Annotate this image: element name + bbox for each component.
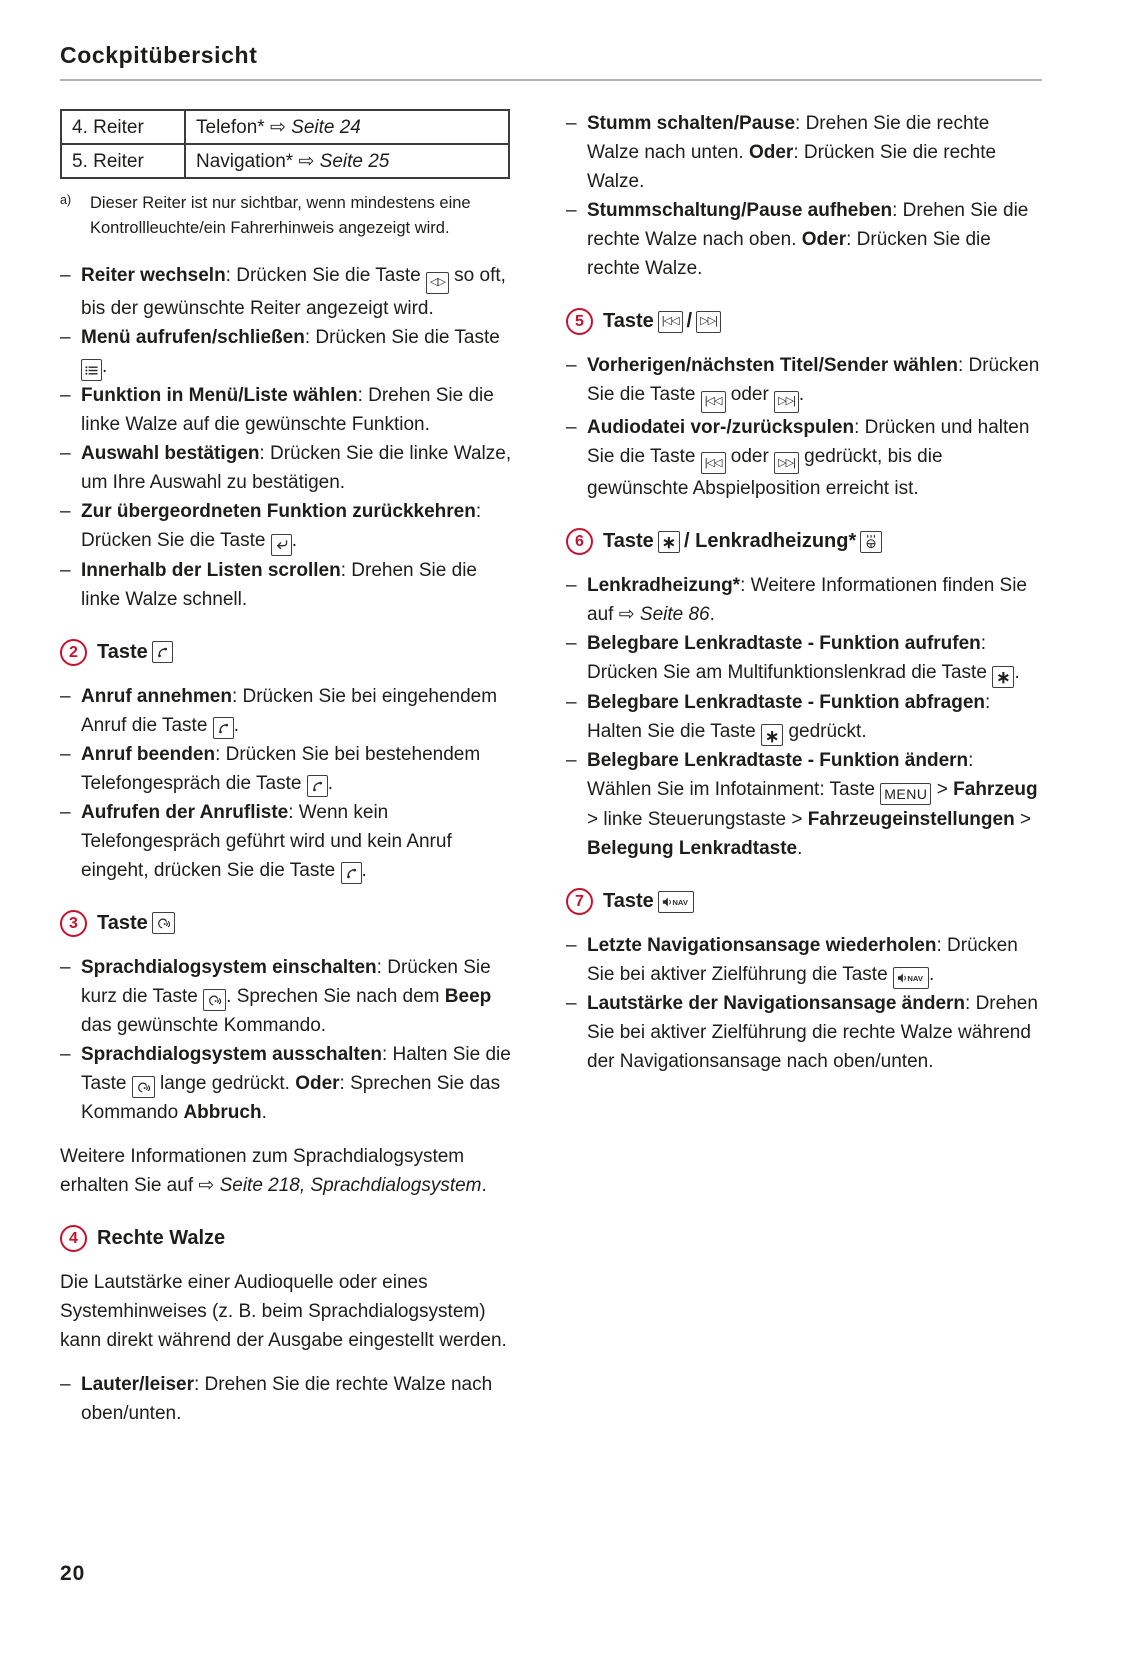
text-run: : Wählen Sie im Infotainment: Taste xyxy=(587,750,974,800)
list-item xyxy=(566,931,1042,989)
footnote-marker: a) xyxy=(60,193,72,207)
list-item xyxy=(566,196,1042,283)
bullet-list xyxy=(60,953,512,1127)
asterisk-key-icon: ∗ xyxy=(761,724,783,746)
list-item xyxy=(60,556,512,614)
paragraph xyxy=(60,1268,512,1355)
text-run: . xyxy=(261,1101,267,1123)
text-run: : Halten Sie die Taste xyxy=(81,1043,511,1094)
text-run: Taste xyxy=(97,911,148,934)
text-run: gedrückt, bis die gewünschte Abspielposition erreicht ist. xyxy=(587,445,943,499)
text-run: . xyxy=(233,714,239,736)
text-run: Lautstärke der Navigationsansage ändern xyxy=(587,993,966,1014)
text-run: : Drücken und halten Sie die Taste xyxy=(587,416,1030,467)
text-run: Taste xyxy=(603,890,654,912)
text-run: Sprachdialogsystem einschalten xyxy=(81,956,377,978)
text-run: . xyxy=(1014,662,1020,683)
text-run: Funktion in Menü/Liste wählen xyxy=(81,385,358,406)
text-run: Reiter wechseln xyxy=(81,265,226,286)
tab-switch-icon: ◁▷ xyxy=(426,272,449,294)
text-run: Letzte Navigationsansage wiederholen xyxy=(587,935,937,956)
heading-text xyxy=(603,887,694,916)
list-item xyxy=(60,682,512,740)
paragraph xyxy=(60,1142,512,1200)
numbered-heading xyxy=(60,909,512,938)
two-column-body xyxy=(60,109,1082,1428)
item-number-badge: 7 xyxy=(566,888,593,915)
text-run: : Drehen Sie die rechte Walze nach oben. xyxy=(587,200,1029,250)
text-run: / xyxy=(686,310,693,332)
text-run: gedrückt. xyxy=(783,720,867,742)
text-run: Lauter/leiser xyxy=(81,1373,194,1395)
text-run: : Drehen Sie bei aktiver Zielführung die rechte Walze während der Navigationsansage nach oben/unten. xyxy=(587,993,1038,1072)
phone-icon xyxy=(213,717,234,739)
text-run: Fahrzeugeinstellungen xyxy=(807,809,1015,830)
table-cell: 4. Reiter xyxy=(61,110,185,144)
bullet-list xyxy=(60,261,512,614)
list-item xyxy=(60,261,512,323)
list-item xyxy=(60,798,512,885)
text-run: : Drehen Sie die linke Walze schnell. xyxy=(81,559,477,610)
list-item xyxy=(60,323,512,382)
bullet-list xyxy=(566,571,1042,863)
heading-text xyxy=(603,307,721,336)
list-item xyxy=(566,109,1042,196)
text-run: Zur übergeordneten Funktion zurückkehren xyxy=(81,501,476,522)
steering-wheel-heat-icon xyxy=(860,531,882,553)
table-row xyxy=(61,110,509,144)
text-run: Menü aufrufen/schließen xyxy=(81,326,305,348)
text-run: : Drücken Sie am Multifunktionslenkrad die Taste xyxy=(587,633,993,683)
page-reference xyxy=(270,117,361,138)
heading-text xyxy=(603,527,882,556)
numbered-heading xyxy=(60,638,512,667)
numbered-heading xyxy=(566,887,1042,916)
list-item xyxy=(60,381,512,439)
reference-text: Seite 25 xyxy=(319,150,390,172)
voice-icon xyxy=(203,989,226,1011)
footnote-text: Dieser Reiter ist nur sichtbar, wenn mindestens eine Kontrollleuchte/ein Fahrerhinweis angezeigt wird. xyxy=(90,194,471,237)
text-run: / Lenkradheizung* xyxy=(684,530,857,552)
table-cell xyxy=(185,110,509,144)
text-run: so oft, bis der gewünschte Reiter angezeigt wird. xyxy=(81,265,506,319)
text-run: das gewünschte Kommando. xyxy=(81,1014,327,1036)
nav-announcement-icon xyxy=(893,967,929,989)
list-item xyxy=(566,989,1042,1076)
text-run: : Drücken Sie bei eingehendem Anruf die Taste xyxy=(81,685,498,736)
nav-announcement-icon xyxy=(658,891,694,913)
reference-arrow-icon: ⇨ xyxy=(298,150,320,172)
asterisk-key-icon: ∗ xyxy=(992,666,1014,688)
svg-text:NAV: NAV xyxy=(672,897,688,907)
text-run: . xyxy=(797,838,803,859)
list-item xyxy=(566,351,1042,413)
list-item xyxy=(60,1370,512,1428)
page-title: Cockpitübersicht xyxy=(60,42,258,68)
text-run: oder xyxy=(725,384,775,405)
prev-track-icon: |◁◁ xyxy=(658,311,683,333)
list-item xyxy=(566,413,1042,504)
text-run: Sprachdialogsystem ausschalten xyxy=(81,1043,382,1065)
text-run: oder xyxy=(725,445,775,467)
text-run: Aufrufen der Anrufliste xyxy=(81,801,289,823)
heading-text xyxy=(97,909,175,938)
text-run: : Drücken Sie die Taste xyxy=(225,265,426,286)
reference-arrow-icon: ⇨ xyxy=(618,604,640,625)
list-item xyxy=(60,740,512,798)
text-run: : Weitere Informationen finden Sie auf xyxy=(587,575,1027,625)
list-item xyxy=(60,497,512,556)
text-run: . xyxy=(327,772,333,794)
reiter-table xyxy=(60,109,510,179)
table-cell xyxy=(185,144,509,178)
page-reference xyxy=(298,151,389,172)
text-run: Die Lautstärke einer Audioquelle oder eines Systemhinweises (z. B. beim Sprachdialogsystem) kann direkt während der Ausgabe eingestellt werden. xyxy=(60,1271,507,1351)
reference-text: Seite 218, Sprachdialogsystem xyxy=(219,1174,482,1196)
text-run: Belegung Lenkradtaste xyxy=(587,838,798,859)
phone-icon xyxy=(152,641,173,663)
text-run: Oder xyxy=(295,1072,340,1094)
numbered-heading xyxy=(60,1224,512,1253)
text-run: Belegbare Lenkradtaste - Funktion ändern xyxy=(587,750,969,771)
list-item xyxy=(566,746,1042,863)
text-run: Rechte Walze xyxy=(97,1226,226,1249)
bullet-list xyxy=(566,931,1042,1076)
text-run: > xyxy=(931,779,954,800)
bullet-list xyxy=(60,1370,512,1428)
item-number-badge: 2 xyxy=(60,639,87,666)
text-run: . xyxy=(102,355,108,377)
text-run: Oder xyxy=(801,229,847,250)
page-number: 20 xyxy=(60,1562,86,1585)
list-item xyxy=(60,439,512,497)
text-run: : Drücken Sie die linke Walze, um Ihre Auswahl zu bestätigen. xyxy=(81,443,512,493)
text-run: Telefon* xyxy=(196,116,270,138)
text-run: : Drehen Sie die rechte Walze nach unten. xyxy=(587,113,990,163)
text-run: . xyxy=(361,859,367,881)
text-run: : Drehen Sie die linke Walze auf die gewünschte Funktion. xyxy=(81,385,494,435)
item-number-badge: 5 xyxy=(566,308,593,335)
next-track-icon: ▷▷| xyxy=(774,452,799,474)
bullet-list xyxy=(60,682,512,885)
text-run: : Drehen Sie die rechte Walze nach oben/unten. xyxy=(81,1373,493,1424)
text-run: Anruf beenden xyxy=(81,743,216,765)
list-item xyxy=(566,629,1042,688)
text-run: . xyxy=(928,964,935,985)
voice-icon xyxy=(152,912,175,934)
page-reference xyxy=(619,604,710,625)
text-run: Taste xyxy=(603,530,654,552)
text-run: Abbruch xyxy=(183,1101,262,1123)
text-run: Belegbare Lenkradtaste - Funktion abfragen xyxy=(587,691,986,713)
text-run: Taste xyxy=(97,640,148,663)
reference-arrow-icon: ⇨ xyxy=(269,116,292,138)
text-run: : Sprechen Sie das Kommando xyxy=(81,1072,501,1123)
text-run: . xyxy=(481,1174,487,1196)
text-run: Audiodatei vor-/zurückspulen xyxy=(587,416,855,438)
item-number-badge: 6 xyxy=(566,528,593,555)
reference-text: Seite 24 xyxy=(291,116,361,138)
text-run: : Drücken Sie kurz die Taste xyxy=(81,956,491,1007)
right-column xyxy=(566,109,1042,1428)
table-cell: 5. Reiter xyxy=(61,144,185,178)
text-run: : Drücken Sie die Taste xyxy=(81,501,482,551)
text-run: . Sprechen Sie nach dem xyxy=(226,985,445,1007)
footnote xyxy=(60,191,512,241)
text-run: > linke Steuerungstaste > xyxy=(587,809,808,830)
asterisk-key-icon: ∗ xyxy=(658,531,680,553)
list-item xyxy=(60,1040,512,1127)
text-run: : Wenn kein Telefongespräch geführt wird und kein Anruf eingeht, drücken Sie die Taste xyxy=(81,801,452,881)
text-run: . xyxy=(291,530,298,551)
item-number-badge: 4 xyxy=(60,1225,87,1252)
text-run: : Drücken Sie bei bestehendem Telefongespräch die Taste xyxy=(81,743,481,794)
text-run: : Halten Sie die Taste xyxy=(587,691,991,742)
left-column xyxy=(60,109,512,1428)
text-run: Innerhalb der Listen scrollen xyxy=(81,559,341,581)
text-run: : Drücken Sie die Taste xyxy=(587,355,1040,405)
back-icon xyxy=(271,534,292,556)
text-run: Navigation* xyxy=(196,150,299,172)
text-run: . xyxy=(709,604,715,625)
next-track-icon: ▷▷| xyxy=(696,311,721,333)
text-run: Stummschaltung/Pause aufheben xyxy=(587,200,893,221)
text-run: Oder xyxy=(748,142,794,163)
list-item xyxy=(566,688,1042,747)
text-run: : Drücken Sie die rechte Walze. xyxy=(587,229,991,279)
next-track-icon: ▷▷| xyxy=(774,391,799,413)
phone-icon xyxy=(341,862,362,884)
heading-text xyxy=(97,638,173,667)
text-run: . xyxy=(798,384,805,405)
prev-track-icon: |◁◁ xyxy=(701,452,726,474)
text-run: > xyxy=(1014,809,1032,830)
numbered-heading xyxy=(566,527,1042,556)
voice-icon xyxy=(132,1076,155,1098)
text-run: Lenkradheizung* xyxy=(587,575,741,596)
item-number-badge: 3 xyxy=(60,910,87,937)
text-run: Fahrzeug xyxy=(953,779,1038,800)
prev-track-icon: |◁◁ xyxy=(701,391,726,413)
title-rule xyxy=(60,79,1042,81)
text-run: Weitere Informationen zum Sprachdialogsystem erhalten Sie auf xyxy=(60,1145,465,1196)
table-row xyxy=(61,144,509,178)
page-reference xyxy=(198,1175,481,1196)
bullet-list xyxy=(566,109,1042,283)
text-run: Belegbare Lenkradtaste - Funktion aufrufen xyxy=(587,633,981,654)
text-run: : Drücken Sie bei aktiver Zielführung die Taste xyxy=(587,935,1018,985)
text-run: Stumm schalten/Pause xyxy=(587,113,796,134)
bullet-list xyxy=(566,351,1042,503)
svg-text:NAV: NAV xyxy=(907,974,923,984)
text-run: Anruf annehmen xyxy=(81,685,232,707)
text-run: Beep xyxy=(444,985,492,1007)
text-run: : Drücken Sie die Taste xyxy=(304,326,500,348)
text-run: Auswahl bestätigen xyxy=(81,443,260,464)
numbered-heading xyxy=(566,307,1042,336)
reference-text: Seite 86 xyxy=(639,604,710,625)
heading-text xyxy=(97,1224,225,1253)
text-run: Taste xyxy=(603,310,654,332)
phone-icon xyxy=(307,775,328,797)
text-run: : Drücken Sie die rechte Walze. xyxy=(587,142,997,192)
text-run: Vorherigen/nächsten Titel/Sender wählen xyxy=(587,355,958,376)
menu-key: MENU xyxy=(880,783,931,805)
list-item xyxy=(566,571,1042,629)
text-run: lange gedrückt. xyxy=(154,1072,296,1094)
reference-arrow-icon: ⇨ xyxy=(198,1174,220,1196)
menu-list-icon xyxy=(81,359,102,381)
list-item xyxy=(60,953,512,1040)
